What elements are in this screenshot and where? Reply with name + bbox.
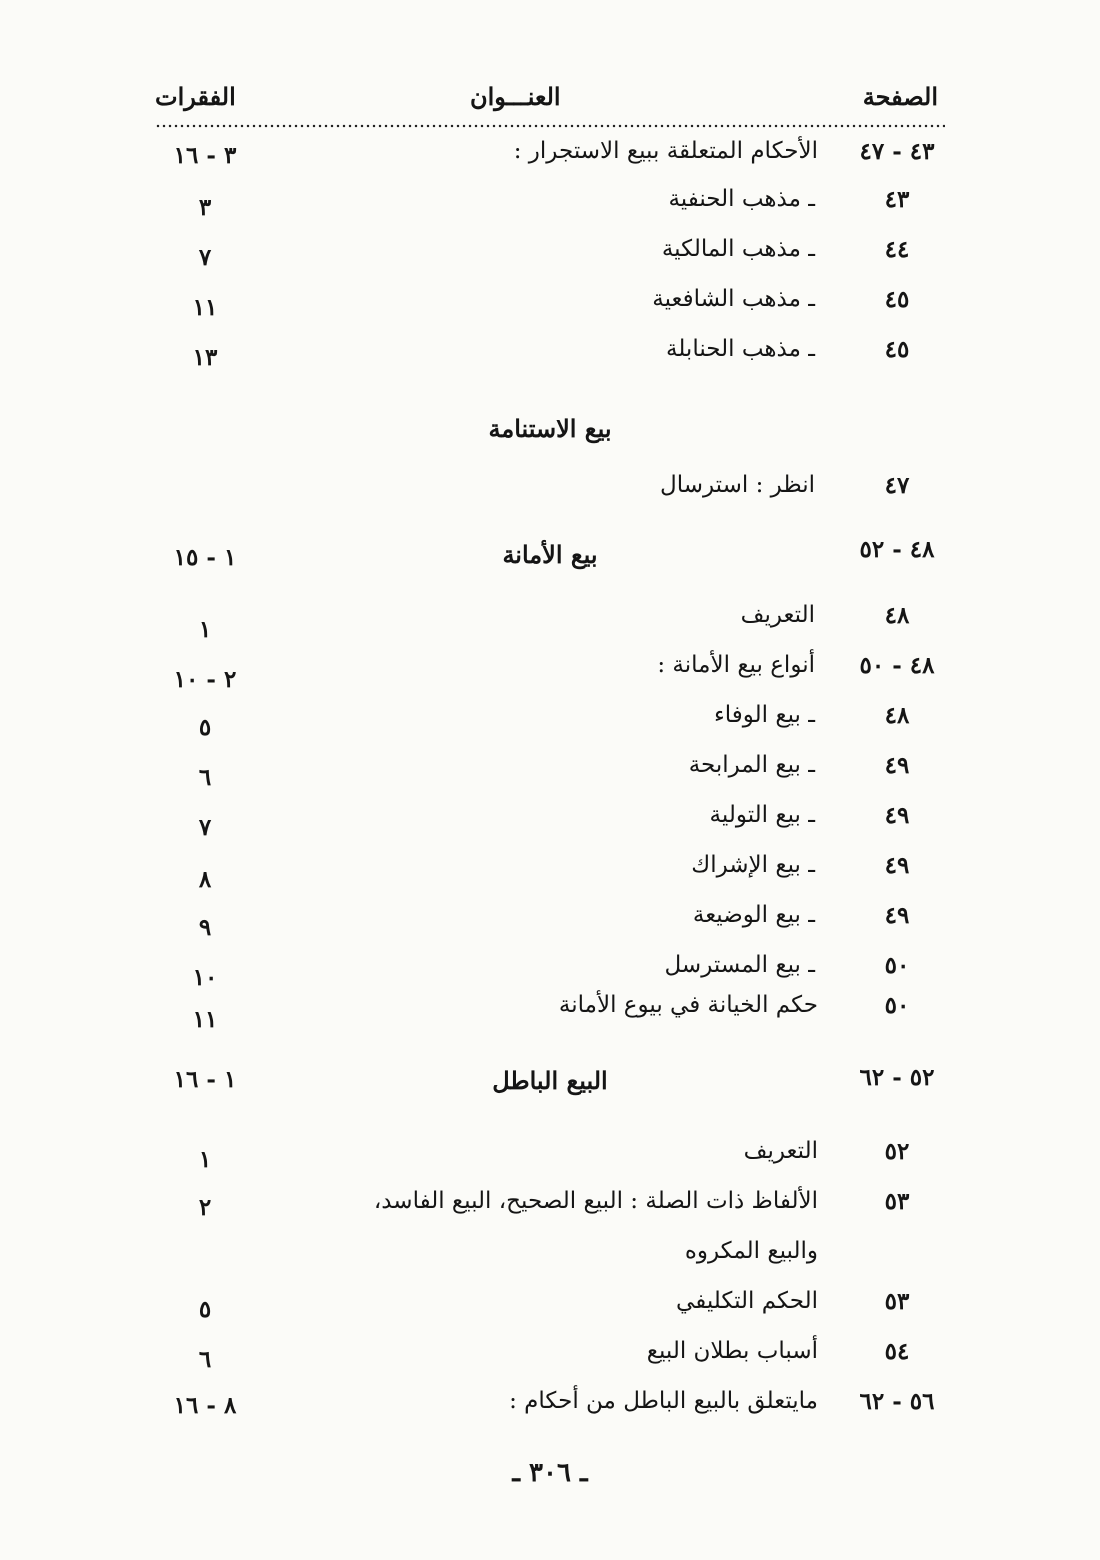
row-page: ٤٥ — [884, 286, 910, 313]
row-title: ـ بيع المسترسل — [664, 952, 815, 978]
row-page: ٥٣ — [884, 1288, 910, 1315]
row-paragraphs: ٨ — [198, 866, 212, 893]
row-title: انظر : استرسال — [659, 472, 815, 498]
row-paragraphs: ١٠ — [192, 964, 218, 991]
row-title: ـ بيع التولية — [709, 802, 815, 828]
row-paragraphs: ١١ — [192, 294, 218, 321]
section-row — [0, 1064, 1100, 1104]
row-paragraphs: ٢ - ١٠ — [173, 666, 237, 693]
row-page: ٥٠ — [884, 992, 910, 1019]
row-page: ٤٨ - ٥٢ — [859, 536, 935, 563]
row-paragraphs: ١ — [198, 616, 212, 643]
row-title: ـ مذهب الحنفية — [668, 186, 815, 212]
row-title: مايتعلق بالبيع الباطل من أحكام : — [509, 1388, 818, 1414]
row-page: ٥٣ — [884, 1188, 910, 1215]
index-row — [0, 702, 1100, 742]
row-title: التعريف — [743, 1138, 818, 1164]
row-title: ـ بيع الوضيعة — [692, 902, 815, 928]
row-paragraphs: ٧ — [198, 814, 212, 841]
row-page: ٥٢ — [884, 1138, 910, 1165]
row-page: ٤٣ — [884, 186, 910, 213]
row-page: ٥٦ - ٦٢ — [859, 1388, 935, 1415]
row-page: ٤٩ — [884, 802, 910, 829]
row-paragraphs: ٢ — [198, 1194, 212, 1221]
row-paragraphs: ١٣ — [192, 344, 218, 371]
index-row — [0, 652, 1100, 692]
index-row — [0, 472, 1100, 512]
section-heading: بيع الاستنامة — [488, 414, 612, 443]
row-page: ٥٠ — [884, 952, 910, 979]
index-row — [0, 852, 1100, 892]
index-row — [0, 1288, 1100, 1328]
index-row — [0, 1138, 1100, 1178]
index-row — [0, 286, 1100, 326]
row-title: ـ بيع المرابحة — [688, 752, 815, 778]
row-page: ٤٩ — [884, 752, 910, 779]
row-paragraphs: ٦ — [198, 764, 212, 791]
row-paragraphs: ٧ — [198, 244, 212, 271]
index-row — [0, 336, 1100, 376]
row-title: ـ بيع الوفاء — [713, 702, 815, 728]
section-heading: بيع الأمانة — [502, 540, 598, 569]
index-row — [0, 992, 1100, 1032]
index-row — [0, 752, 1100, 792]
index-row — [0, 186, 1100, 226]
index-row-continuation — [0, 1238, 1100, 1278]
index-row — [0, 1188, 1100, 1228]
row-page: ٤٩ — [884, 902, 910, 929]
index-row — [0, 1388, 1100, 1428]
row-page: ٤٤ — [884, 236, 910, 263]
row-title: الحكم التكليفي — [676, 1288, 818, 1314]
row-paragraphs: ٣ — [198, 194, 212, 221]
row-page: ٤٧ — [884, 472, 910, 499]
section-heading: البيع الباطل — [492, 1066, 608, 1095]
index-row — [0, 1338, 1100, 1378]
row-page: ٥٤ — [884, 1338, 910, 1365]
index-row — [0, 236, 1100, 276]
row-paragraphs: ٩ — [198, 914, 212, 941]
header-title-column: العنـــوان — [470, 82, 561, 111]
header-page-column: الصفحة — [862, 82, 938, 111]
row-title: ـ بيع الإشراك — [691, 852, 815, 878]
row-paragraphs: ٣ - ١٦ — [173, 142, 237, 169]
row-page: ٤٥ — [884, 336, 910, 363]
row-title: ـ مذهب الحنابلة — [665, 336, 815, 362]
index-row — [0, 902, 1100, 942]
row-paragraphs: ١ - ١٥ — [173, 544, 237, 571]
row-paragraphs: ١ — [198, 1146, 212, 1173]
row-page: ٥٢ - ٦٢ — [859, 1064, 935, 1091]
index-row — [0, 602, 1100, 642]
dotted-divider — [155, 124, 945, 128]
row-title: أسباب بطلان البيع — [646, 1338, 818, 1364]
row-page: ٤٨ - ٥٠ — [859, 652, 935, 679]
page-number: ـ ٣٠٦ ـ — [512, 1458, 588, 1488]
index-row — [0, 138, 1100, 178]
header-paragraphs-column: الفقرات — [155, 82, 236, 111]
row-page: ٤٨ — [884, 702, 910, 729]
row-title: ـ مذهب المالكية — [661, 236, 815, 262]
row-title: التعريف — [740, 602, 815, 628]
row-paragraphs: ١١ — [192, 1006, 218, 1033]
row-title: الألفاظ ذات الصلة : البيع الصحيح، البيع الفاسد، — [373, 1188, 818, 1214]
row-title: الأحكام المتعلقة ببيع الاستجرار : — [513, 138, 818, 164]
row-page: ٤٨ — [884, 602, 910, 629]
row-title: والبيع المكروه — [684, 1238, 818, 1264]
row-title: ـ مذهب الشافعية — [652, 286, 815, 312]
index-row — [0, 802, 1100, 842]
row-page: ٤٣ - ٤٧ — [859, 138, 935, 165]
row-paragraphs: ٨ - ١٦ — [173, 1392, 237, 1419]
row-page: ٤٩ — [884, 852, 910, 879]
index-row — [0, 952, 1100, 992]
row-paragraphs: ١ - ١٦ — [173, 1066, 237, 1093]
section-row — [0, 536, 1100, 576]
row-paragraphs: ٥ — [198, 1296, 212, 1323]
row-title: حكم الخيانة في بيوع الأمانة — [558, 992, 818, 1018]
row-title: أنواع بيع الأمانة : — [657, 652, 815, 678]
row-paragraphs: ٥ — [198, 714, 212, 741]
row-paragraphs: ٦ — [198, 1346, 212, 1373]
